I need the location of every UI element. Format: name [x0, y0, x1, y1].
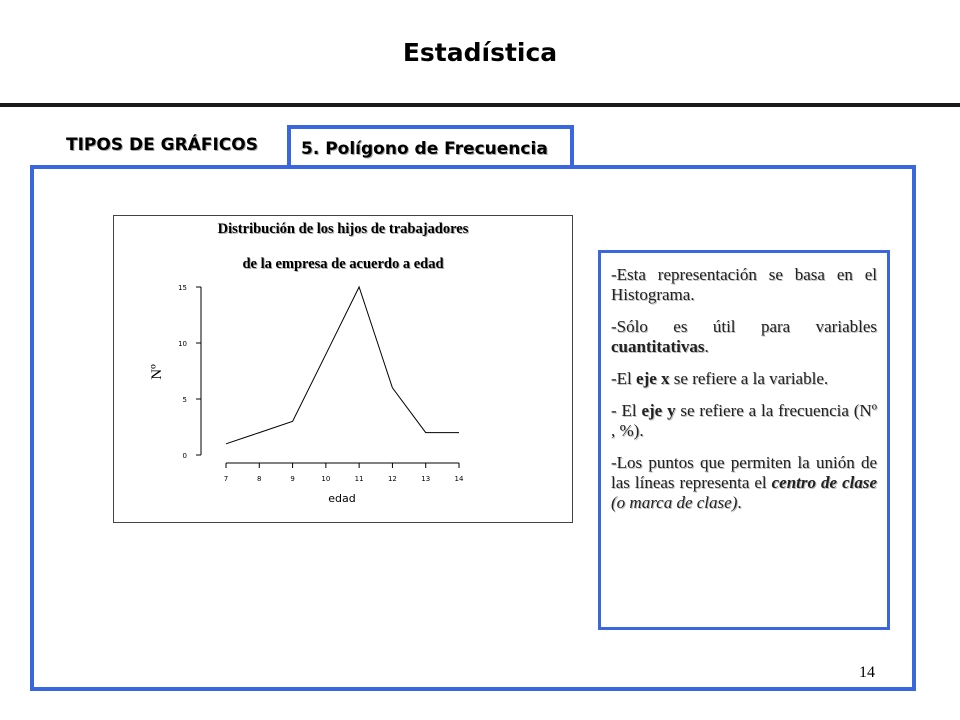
chart-title-line1: Distribución de los hijos de trabajadores — [217, 221, 469, 237]
note-emphasis: centro de clase — [771, 473, 877, 492]
note-paragraph — [611, 369, 877, 389]
y-tick-label: 10 — [178, 340, 187, 348]
note-text: -El — [611, 369, 637, 388]
note-text: -Sólo es útil para variables — [611, 317, 877, 336]
note-text: se refiere a la frecuencia (Nº , %). — [611, 401, 877, 440]
page-number: 14 — [859, 664, 875, 681]
page-title: Estadística — [402, 38, 558, 67]
note-paragraph — [611, 317, 877, 357]
note-paragraph — [611, 401, 877, 441]
y-tick-label: 5 — [182, 396, 187, 404]
note-text: -Los puntos que permiten la unión de las líneas representa el — [611, 453, 877, 492]
note-emphasis: cuantitativas — [611, 337, 705, 356]
note-paragraph — [611, 265, 877, 305]
y-tick-label: 15 — [178, 284, 187, 292]
y-tick-label: 0 — [182, 452, 187, 460]
x-tick-label: 10 — [321, 475, 331, 483]
section-category-label: TIPOS DE GRÁFICOS — [66, 135, 258, 155]
y-ticks — [178, 284, 201, 460]
note-text: . — [737, 493, 742, 512]
x-axis-label: edad — [328, 492, 356, 505]
x-tick-label: 13 — [421, 475, 431, 483]
note-text: -Esta representación se basa en el Histograma. — [611, 265, 877, 304]
note-text: . — [704, 337, 709, 356]
note-emphasis: eje x — [636, 369, 670, 388]
note-text: - El — [611, 401, 642, 420]
chart-plot-area — [114, 216, 572, 522]
note-emphasis: eje y — [641, 401, 676, 420]
y-axis-label: Nº — [149, 364, 165, 380]
section-topic-tab — [287, 125, 574, 165]
x-tick-label: 9 — [290, 475, 295, 483]
section-topic-label: 5. Polígono de Frecuencia — [301, 139, 548, 159]
x-tick-label: 11 — [354, 475, 364, 483]
x-ticks — [224, 463, 464, 483]
x-tick-label: 12 — [387, 475, 397, 483]
x-tick-label: 14 — [454, 475, 464, 483]
note-text: se refiere a la variable. — [669, 369, 829, 388]
header-divider — [0, 103, 960, 107]
chart-title-line2: de la empresa de acuerdo a edad — [242, 256, 444, 272]
x-tick-label: 8 — [257, 475, 262, 483]
x-tick-label: 7 — [223, 475, 229, 483]
note-paragraph — [611, 453, 877, 513]
notes-box — [598, 250, 890, 630]
series-line — [226, 287, 459, 444]
note-italic: (o marca de clase) — [611, 493, 738, 512]
frequency-polygon-chart — [113, 215, 573, 523]
